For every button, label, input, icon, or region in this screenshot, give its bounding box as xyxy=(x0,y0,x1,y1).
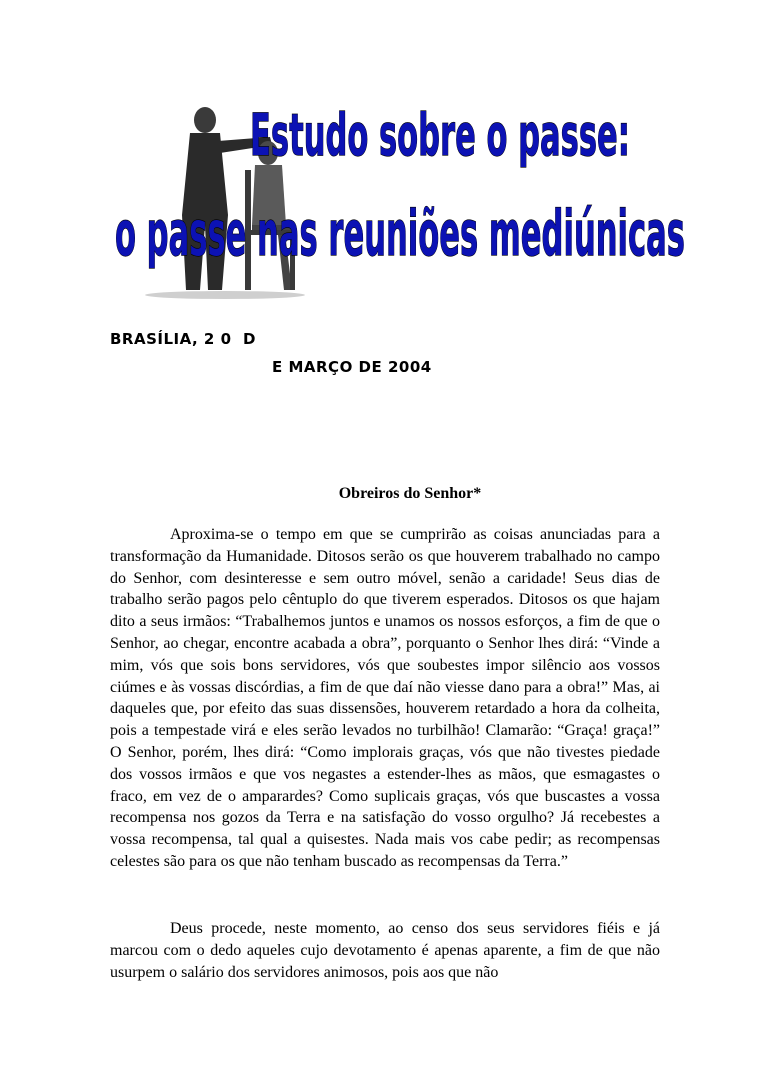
title-banner xyxy=(110,75,700,315)
date-line-1: BRASÍLIA, 2 0 D xyxy=(110,330,256,348)
paragraph-1: Aproxima-se o tempo em que se cumprirão as coisas anunciadas para a transformação da Humanidade. Ditosos serão os que houverem trabalhado no campo do Senhor, com desinteresse e sem outro móvel, senão a caridade! Seus dias de trabalho serão pagos pelo cêntuplo do que tiverem esperados. Ditosos os que hajam dito a seus irmãos: “Trabalhemos juntos e unamos os nossos esforços, a fim de que o Senhor, ao chegar, encontre acabada a obra”, porquanto o Senhor lhes dirá: “Vinde a mim, vós que sois bons servidores, vós que soubestes impor silêncio aos vossos ciúmes e às vossas discórdias, a fim de que daí não viesse dano para a obra!” Mas, ai daqueles que, por efeito das suas dissensões, houverem retardado a hora da colheita, pois a tempestade virá e eles serão levados no turbilhão! Clamarão: “Graça! graça!” O Senhor, porém, lhes dirá: “Como implorais graças, vós que não tivestes piedade dos vossos irmãos e que vos negastes a estender-lhes as mãos, que esmagastes o fraco, em vez de o amparardes? Como suplicais graças, vós que buscastes a vossa recompensa nos gozos da Terra e na satisfação do vosso orgulho? Já recebestes a vossa recompensa, tal qual a quisestes. Nada mais vos cabe pedir; as recompensas celestes são para os que não tenham buscado as recompensas da Terra.” xyxy=(110,526,660,870)
paragraph-2: Deus procede, neste momento, ao censo dos seus servidores fiéis e já marcou com o dedo aqueles cujo devotamento é apenas aparente, a fim de que não usurpem o salário dos servidores animosos, pois aos que não xyxy=(110,920,660,981)
date-line-2: E MARÇO DE 2004 xyxy=(272,358,432,376)
banner-line-2: o passe nas reuniões mediúnicas xyxy=(115,197,685,270)
banner-line-1: Estudo sobre o passe: xyxy=(250,101,630,169)
section-title: Obreiros do Senhor* xyxy=(338,485,482,502)
